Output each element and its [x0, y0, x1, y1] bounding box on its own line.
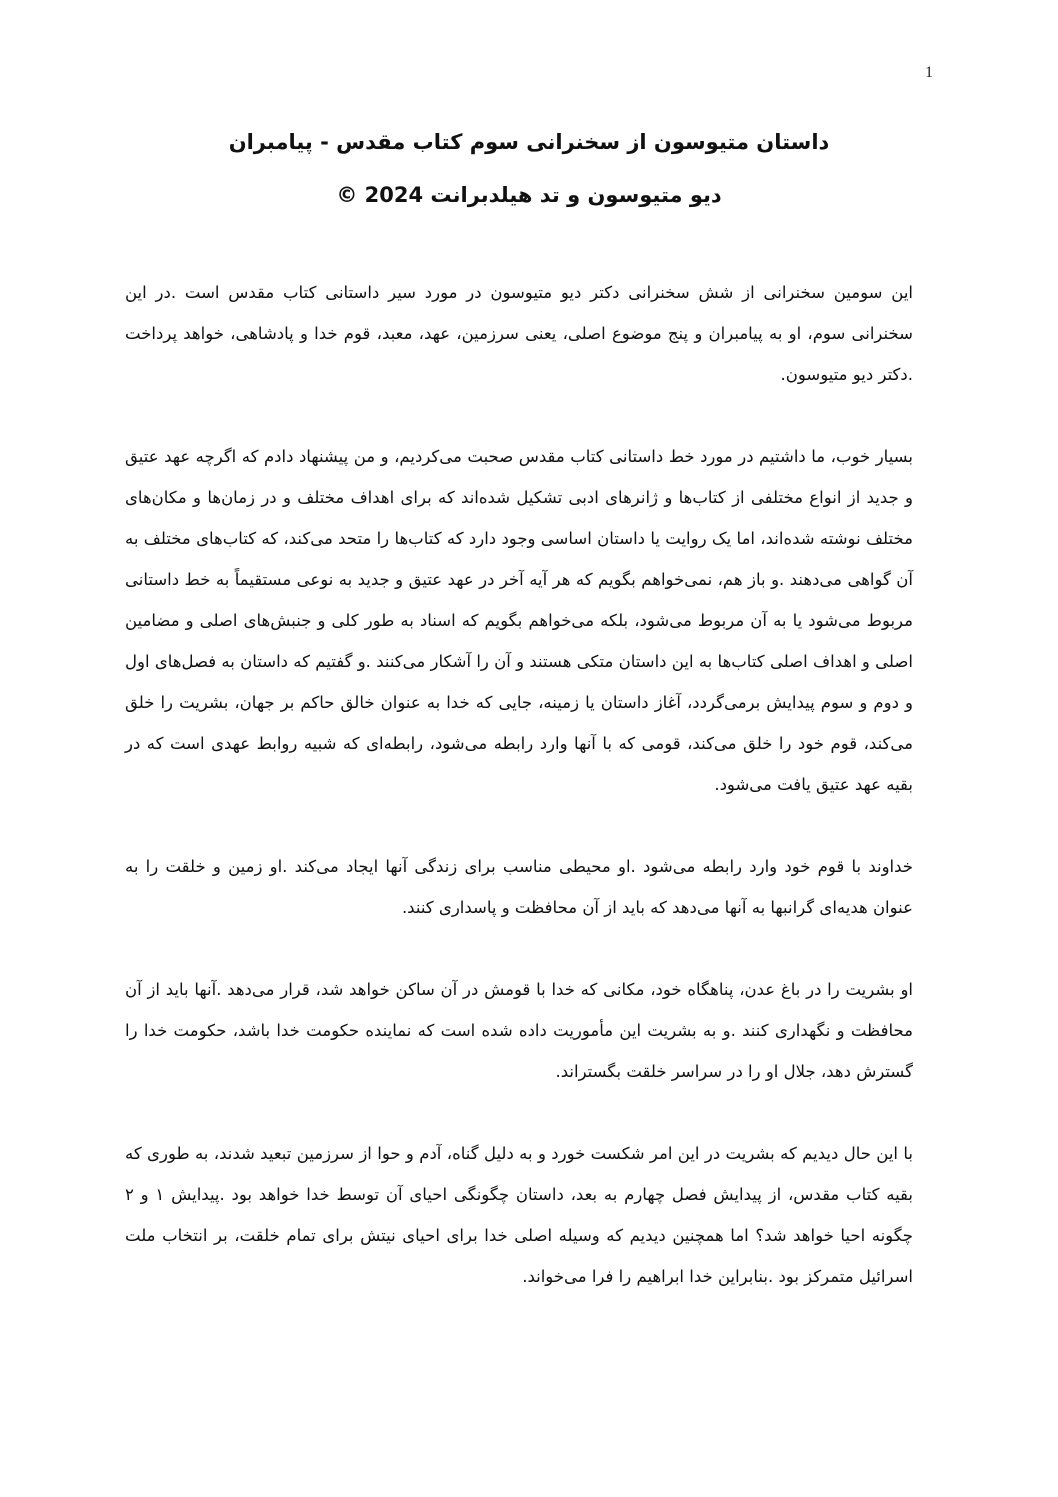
- paragraph-5: با این حال دیدیم که بشریت در این امر شکست خورد و به دلیل گناه، آدم و حوا از سرزمین تبعید شدند، به طوری که بقیه کتاب مقدس، از پیدایش فصل چهارم به بعد، داستان چگونگی احیای آن توسط خدا خواهد بود .پیدایش ۱ و ۲ چگونه احیا خواهد شد؟ اما همچنین دیدیم که وسیله اصلی خدا برای احیای نیتش برای تمام خلقت، بر انتخاب ملت اسرائیل متمرکز بود .بنابراین خدا ابراهیم را فرا می‌خواند.: [125, 1144, 913, 1286]
- paragraph-1: این سومین سخنرانی از شش سخنرانی دکتر دیو متیوسون در مورد سیر داستانی کتاب مقدس است .در این سخنرانی سوم، او به پیامبران و پنج موضوع اصلی، یعنی سرزمین، عهد، معبد، قوم خدا و پادشاهی، خواهد پرداخت .دکتر دیو متیوسون.: [125, 283, 913, 384]
- document-body: [125, 272, 913, 1338]
- paragraph-4: او بشریت را در باغ عدن، پناهگاه خود، مکانی که خدا با قومش در آن ساکن خواهد شد، قرار می‌دهد .آنها باید از آن محافظت و نگهداری کنند .و به بشریت این مأموریت داده شده است که نماینده حکومت خدا باشد، حکومت خدا را گسترش دهد، جلال او را در سراسر خلقت بگستراند.: [125, 980, 913, 1081]
- document-subtitle: دیو متیوسون و تد هیلدبرانت 2024 ©: [336, 183, 722, 207]
- paragraph-3: خداوند با قوم خود وارد رابطه می‌شود .او محیطی مناسب برای زندگی آنها ایجاد می‌کند .او زمین و خلقت را به عنوان هدیه‌ای گرانبها به آنها می‌دهد که باید از آن محافظت و پاسداری کنند.: [125, 857, 913, 917]
- document-title: داستان متیوسون از سخنرانی سوم کتاب مقدس - پیامبران: [228, 130, 830, 154]
- paragraph-2: بسیار خوب، ما داشتیم در مورد خط داستانی کتاب مقدس صحبت می‌کردیم، و من پیشنهاد دادم که اگرچه عهد عتیق و جدید از انواع مختلفی از کتاب‌ها و ژانرهای ادبی تشکیل شده‌اند که برای اهداف مختلف و در زمان‌ها و مکان‌های مختلف نوشته شده‌اند، اما یک روایت یا داستان اساسی وجود دارد که کتاب‌ها را متحد می‌کند، که کتاب‌های مختلف به آن گواهی می‌دهند .و باز هم، نمی‌خواهم بگویم که هر آیه آخر در عهد عتیق و جدید به نوعی مستقیماً به خط داستانی مربوط می‌شود یا به آن مربوط می‌شود، بلکه می‌خواهم بگویم که اسناد به طور کلی و جنبش‌های اصلی و مضامین اصلی و اهداف اصلی کتاب‌ها به این داستان متکی هستند و آن را آشکار می‌کنند .و گفتیم که داستان به فصل‌های اول و دوم و سوم پیدایش برمی‌گردد، آغاز داستان یا زمینه، جایی که خدا به عنوان خالق حاکم بر جهان، بشریت را خلق می‌کند، قوم خود را خلق می‌کند، قومی که با آنها وارد رابطه می‌شود، رابطه‌ای که شبیه روابط عهدی است که در بقیه عهد عتیق یافت می‌شود.: [125, 447, 913, 794]
- page-number: 1: [925, 64, 933, 81]
